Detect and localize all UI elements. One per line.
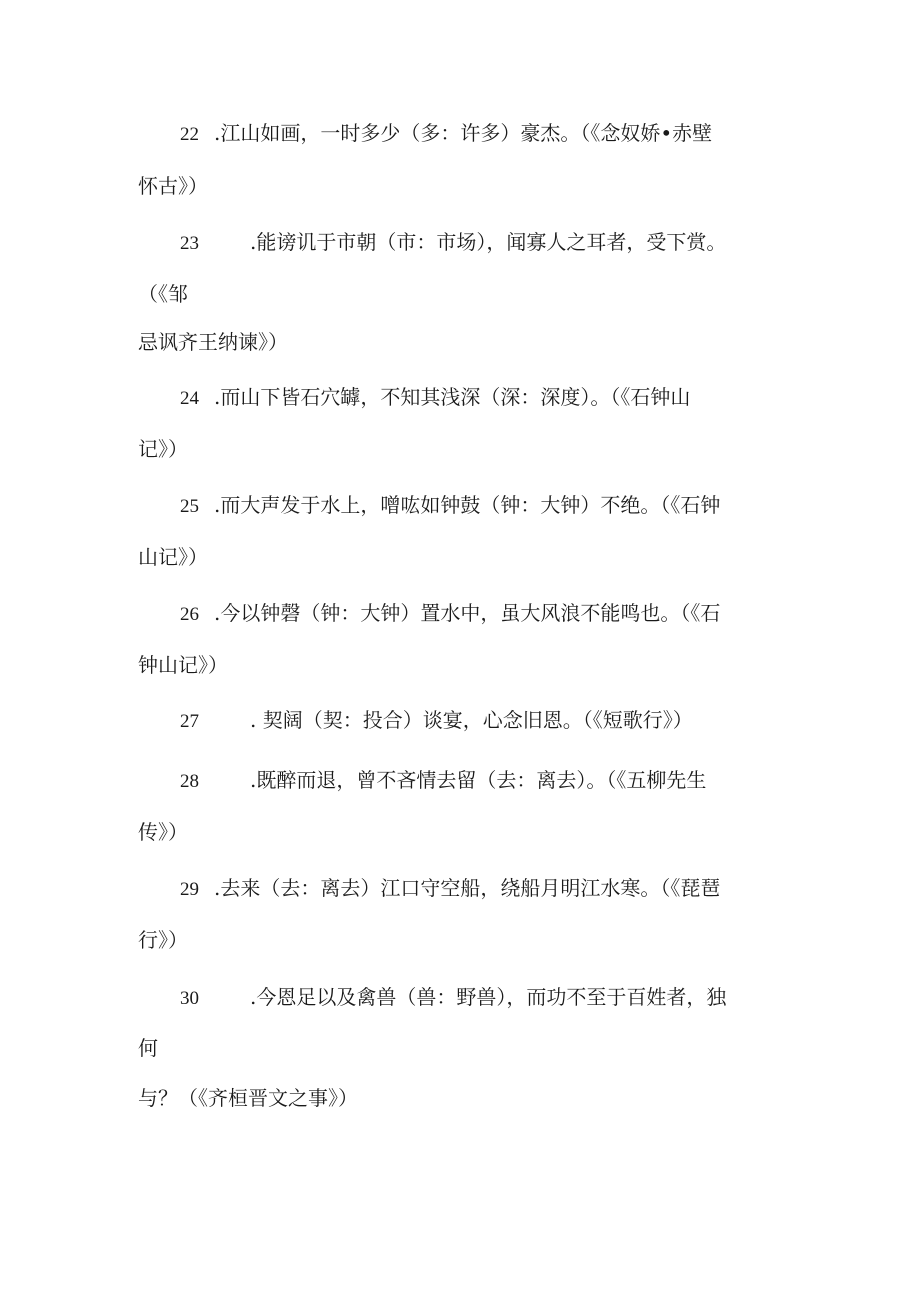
list-item-25-line-1	[180, 491, 720, 521]
item-text: .去来（去：离去）江口守空船，绕船月明江水寒。（《琵琶	[214, 876, 721, 900]
list-item-28-line-2: 传》）	[138, 820, 188, 844]
item-text: .今以钟磬（钟：大钟）置水中，虽大风浪不能鸣也。（《石	[214, 601, 721, 625]
item-text: .江山如画，一时多少（多：许多）豪杰。（《念奴娇•赤壁	[214, 121, 713, 145]
list-item-28-line-1	[180, 766, 706, 796]
item-number: 24	[180, 388, 199, 409]
item-number: 30	[180, 988, 199, 1009]
list-item-29-line-1	[180, 874, 720, 904]
item-number: 26	[180, 604, 199, 625]
item-text: .而大声发于水上，噌吰如钟鼓（钟：大钟）不绝。（《石钟	[214, 493, 721, 517]
list-item-23-line-1	[180, 228, 726, 258]
list-item-26-line-1	[180, 599, 720, 629]
list-item-30-line-3: 与？（《齐桓晋文之事》）	[138, 1086, 358, 1110]
list-item-23-line-2: （《邹	[138, 282, 188, 306]
list-item-27-line-1	[180, 706, 693, 736]
item-text: .而山下皆石穴罅，不知其浅深（深：深度）。（《石钟山	[214, 385, 691, 409]
list-item-29-line-2: 行》）	[138, 928, 188, 952]
item-number: 25	[180, 496, 199, 517]
list-item-23-line-3: 忌讽齐王纳谏》）	[138, 330, 288, 354]
item-number: 23	[180, 233, 199, 254]
list-item-26-line-2: 钟山记》）	[138, 653, 228, 677]
item-text: .今恩足以及禽兽（兽：野兽），而功不至于百姓者，独	[250, 985, 727, 1009]
list-item-24-line-2: 记》）	[138, 437, 188, 461]
list-item-30-line-1	[180, 983, 726, 1013]
item-text: .既醉而退，曾不吝情去留（去：离去）。（《五柳先生	[250, 768, 707, 792]
item-text: . 契阔（契：投合）谈宴，心念旧恩。（《短歌行》）	[250, 708, 693, 732]
item-number: 28	[180, 771, 199, 792]
list-item-25-line-2: 山记》）	[138, 545, 208, 569]
list-item-30-line-2: 何	[138, 1036, 158, 1060]
item-number: 29	[180, 879, 199, 900]
list-item-22-line-2: 怀古》）	[138, 174, 208, 198]
item-number: 27	[180, 711, 199, 732]
list-item-22-line-1	[180, 119, 712, 149]
item-number: 22	[180, 124, 199, 145]
item-text: .能谤讥于市朝（市：市场），闻寡人之耳者，受下赏。	[250, 230, 727, 254]
list-item-24-line-1	[180, 383, 690, 413]
